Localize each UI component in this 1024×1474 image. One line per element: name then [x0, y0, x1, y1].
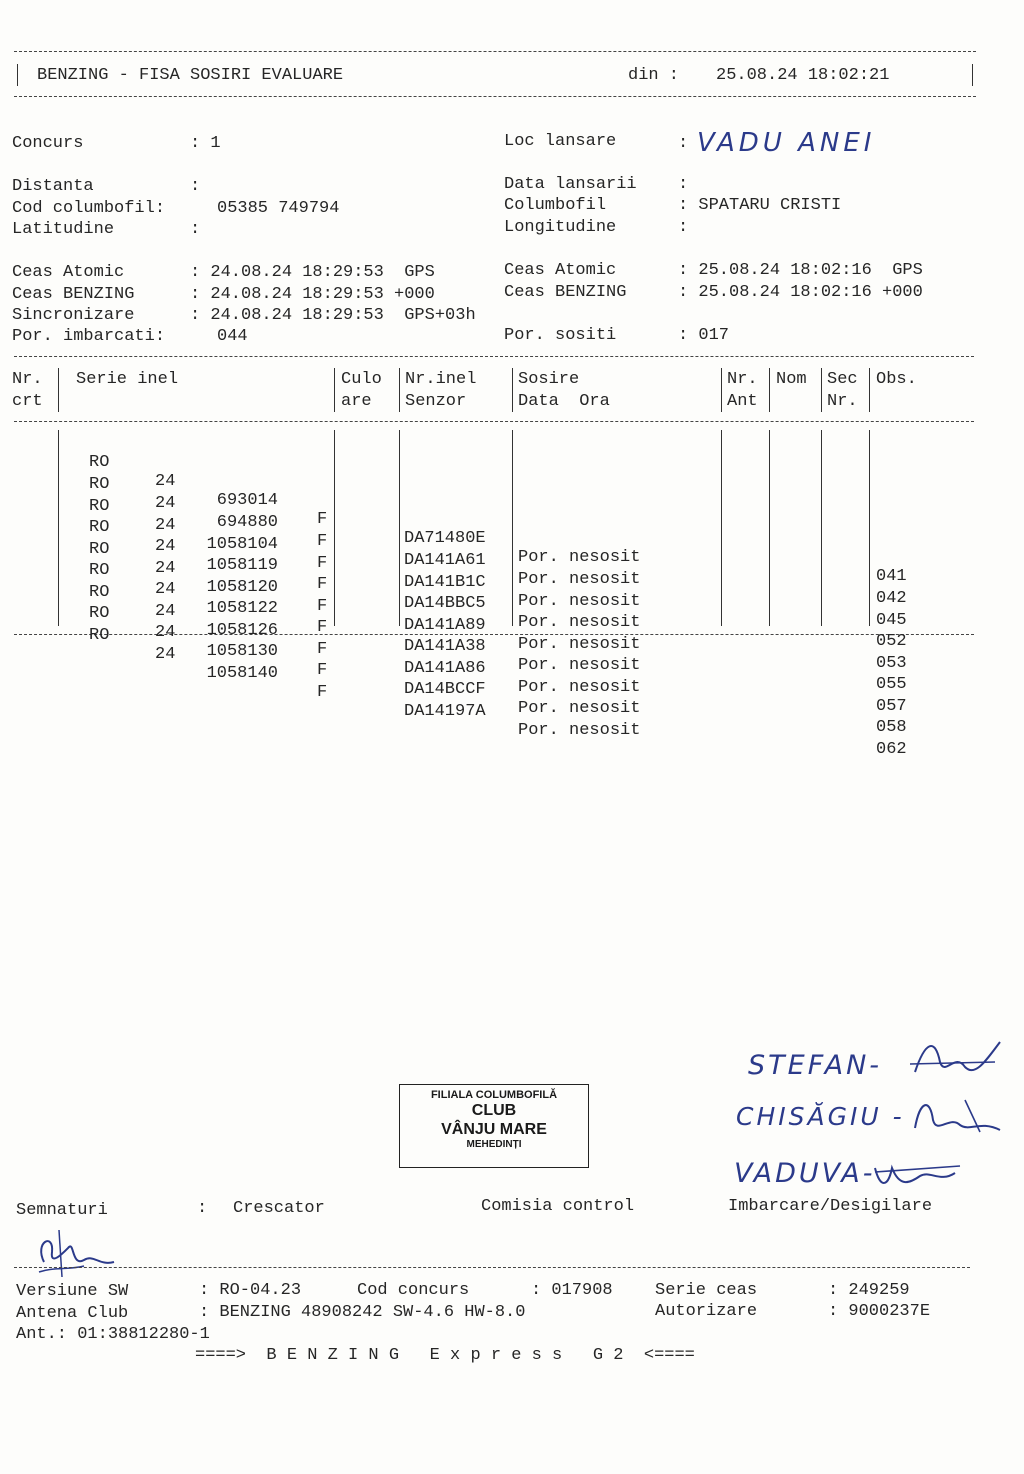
- col-sep: [721, 430, 722, 626]
- col-sep: [399, 430, 400, 626]
- header-border-bottom: [14, 96, 976, 97]
- handwritten-vaduva: VADUVA-: [734, 1158, 876, 1189]
- cell-nr: 694880: [216, 513, 278, 532]
- cell-sosire: Por. nesosit: [518, 678, 641, 697]
- col-sep: [58, 430, 59, 626]
- autorizare-value: : 9000237E: [828, 1302, 931, 1321]
- cell-sex: F: [317, 618, 328, 637]
- longitudine-value: :: [678, 218, 689, 237]
- th-nr-ant-2: Ant: [727, 392, 758, 411]
- cell-obs: 057: [876, 697, 907, 716]
- cell-sex: F: [317, 661, 328, 680]
- cell-sex: F: [317, 683, 328, 702]
- col-sep: [512, 430, 513, 626]
- col-sep: [869, 368, 870, 412]
- cell-obs: 055: [876, 675, 907, 694]
- cell-obs: 041: [876, 567, 907, 586]
- cell-senzor: DA141A89: [404, 616, 486, 635]
- semnaturi-colon: :: [197, 1199, 208, 1218]
- col-sep: [821, 368, 822, 412]
- cell-obs: 053: [876, 654, 907, 673]
- cell-an: 24: [155, 516, 176, 535]
- ceas-benzing-label: Ceas BENZING: [12, 285, 135, 304]
- sositi-value: : 017: [678, 326, 730, 345]
- cell-tara: RO: [89, 561, 110, 580]
- header-border-top: [14, 51, 976, 52]
- cell-senzor: DA141A38: [404, 637, 486, 656]
- cod-columbofil-value: 05385 749794: [217, 199, 340, 218]
- imbarcare-label: Imbarcare/Desigilare: [728, 1197, 933, 1216]
- cell-nr: 1058130: [206, 642, 278, 661]
- col-sep: [721, 368, 722, 412]
- stamp-line-1: FILIALA COLUMBOFILĂ: [430, 1089, 558, 1101]
- ceas-atomic2-label: Ceas Atomic: [504, 261, 617, 280]
- autorizare-label: Autorizare: [655, 1302, 758, 1321]
- data-lansarii-value: :: [678, 175, 689, 194]
- cell-senzor: DA141A86: [404, 659, 486, 678]
- th-nom: Nom: [776, 370, 807, 389]
- header-border-left: [17, 64, 18, 86]
- header-border-right: [972, 64, 973, 86]
- antena-value: : BENZING 48908242 SW-4.6 HW-8.0: [199, 1303, 526, 1322]
- club-stamp: [399, 1084, 589, 1168]
- columbofil-value: : SPATARU CRISTI: [678, 196, 842, 215]
- distanta-label: Distanta: [12, 177, 94, 196]
- signature-scribble-2: [905, 1090, 1005, 1140]
- versiune-label: Versiune SW: [16, 1282, 129, 1301]
- cell-sosire: Por. nesosit: [518, 613, 641, 632]
- cell-an: 24: [155, 559, 176, 578]
- th-serie-inel: Serie inel: [76, 370, 179, 389]
- versiune-value: : RO-04.23: [199, 1281, 302, 1300]
- col-sep: [769, 368, 770, 412]
- cell-tara: RO: [89, 626, 110, 645]
- cell-tara: RO: [89, 583, 110, 602]
- cell-senzor: DA71480E: [404, 529, 486, 548]
- col-sep: [821, 430, 822, 626]
- ceas-benzing2-label: Ceas BENZING: [504, 283, 627, 302]
- columbofil-label: Columbofil: [504, 196, 607, 215]
- cell-an: 24: [155, 537, 176, 556]
- cell-tara: RO: [89, 497, 110, 516]
- cell-sosire: Por. nesosit: [518, 548, 641, 567]
- cell-tara: RO: [89, 540, 110, 559]
- benzing-banner: ====> B E N Z I N G E x p r e s s G 2 <====: [195, 1346, 695, 1365]
- th-sec-2: Nr.: [827, 392, 858, 411]
- handwritten-stefan: STEFAN-: [748, 1050, 883, 1081]
- cell-senzor: DA141A61: [404, 551, 486, 570]
- cell-nr: 1058120: [206, 578, 278, 597]
- crescator-label: Crescator: [233, 1199, 325, 1218]
- din-value: 25.08.24 18:02:21: [716, 66, 890, 85]
- cell-sex: F: [317, 554, 328, 573]
- cell-an: 24: [155, 494, 176, 513]
- cell-obs: 058: [876, 718, 907, 737]
- sincronizare-label: Sincronizare: [12, 306, 135, 325]
- th-sec: Sec: [827, 370, 858, 389]
- th-senzor: Senzor: [405, 392, 467, 411]
- sincronizare-value: : 24.08.24 18:29:53 GPS+03h: [190, 306, 476, 325]
- cell-sex: F: [317, 510, 328, 529]
- cell-nr: 1058104: [206, 535, 278, 554]
- cell-nr: 1058126: [206, 621, 278, 640]
- cell-sosire: Por. nesosit: [518, 635, 641, 654]
- cell-sex: F: [317, 575, 328, 594]
- cell-obs: 052: [876, 632, 907, 651]
- imbarcati-label: Por. imbarcati:: [12, 327, 166, 346]
- cell-tara: RO: [89, 453, 110, 472]
- th-sosire: Sosire: [518, 370, 580, 389]
- cell-tara: RO: [89, 604, 110, 623]
- cell-sex: F: [317, 532, 328, 551]
- cell-an: 24: [155, 580, 176, 599]
- longitudine-label: Longitudine: [504, 218, 617, 237]
- stamp-line-3: VÂNJU MARE: [441, 1121, 547, 1138]
- concurs-value: : 1: [190, 134, 221, 153]
- table-border-top: [14, 356, 974, 357]
- th-nr-crt-2: crt: [12, 392, 43, 411]
- cell-an: 24: [155, 602, 176, 621]
- col-sep: [334, 430, 335, 626]
- signature-scribble-1: [905, 1032, 1005, 1082]
- th-obs: Obs.: [876, 370, 917, 389]
- col-sep: [512, 368, 513, 412]
- latitudine-value: :: [190, 220, 201, 239]
- cell-sosire: Por. nesosit: [518, 656, 641, 675]
- serie-ceas-value: : 249259: [828, 1281, 910, 1300]
- cell-obs: 042: [876, 589, 907, 608]
- cell-senzor: DA14BBC5: [404, 594, 486, 613]
- cell-sosire: Por. nesosit: [518, 592, 641, 611]
- cod-columbofil-label: Cod columbofil:: [12, 199, 166, 218]
- loc-lansare-colon: :: [678, 134, 689, 153]
- cod-concurs-label: Cod concurs: [357, 1281, 470, 1300]
- din-label: din :: [628, 66, 680, 85]
- ant-line: Ant.: 01:38812280-1: [16, 1325, 210, 1344]
- ceas-atomic-value: : 24.08.24 18:29:53 GPS: [190, 263, 435, 282]
- cell-sosire: Por. nesosit: [518, 570, 641, 589]
- th-culoare-2: are: [341, 392, 372, 411]
- concurs-label: Concurs: [12, 134, 84, 153]
- ceas-benzing-value: : 24.08.24 18:29:53 +000: [190, 285, 435, 304]
- col-sep: [869, 430, 870, 626]
- document-title: BENZING - FISA SOSIRI EVALUARE: [37, 66, 344, 85]
- cell-senzor: DA14197A: [404, 702, 486, 721]
- cell-nr: 1058140: [206, 664, 278, 683]
- semnaturi-label: Semnaturi: [16, 1201, 108, 1220]
- handwritten-chisagiu: CHISĂGIU -: [736, 1102, 905, 1131]
- cell-tara: RO: [89, 518, 110, 537]
- th-nr-crt: Nr.: [12, 370, 43, 389]
- serie-ceas-label: Serie ceas: [655, 1281, 758, 1300]
- footer-separator: [14, 1267, 970, 1268]
- cell-sosire: Por. nesosit: [518, 699, 641, 718]
- cell-obs: 062: [876, 740, 907, 759]
- col-sep: [399, 368, 400, 412]
- data-lansarii-label: Data lansarii: [504, 175, 637, 194]
- cell-sex: F: [317, 640, 328, 659]
- cell-sex: F: [317, 597, 328, 616]
- cell-nr: 1058122: [206, 599, 278, 618]
- comisia-label: Comisia control: [481, 1197, 635, 1216]
- th-culoare: Culo: [341, 370, 382, 389]
- cod-concurs-value: : 017908: [531, 1281, 613, 1300]
- cell-obs: 045: [876, 611, 907, 630]
- signature-scribble-3: [870, 1148, 970, 1198]
- stamp-line-4: MEHEDINȚI: [466, 1139, 522, 1150]
- cell-sosire: Por. nesosit: [518, 721, 641, 740]
- loc-lansare-label: Loc lansare: [504, 132, 617, 151]
- table-header-separator: [14, 421, 974, 422]
- cell-an: 24: [155, 645, 176, 664]
- th-nr-ant: Nr.: [727, 370, 758, 389]
- imbarcati-value: 044: [217, 327, 248, 346]
- th-data-ora: Data Ora: [518, 392, 610, 411]
- ceas-benzing2-value: : 25.08.24 18:02:16 +000: [678, 283, 923, 302]
- cell-senzor: DA141B1C: [404, 573, 486, 592]
- antena-label: Antena Club: [16, 1304, 129, 1323]
- col-sep: [58, 368, 59, 412]
- crescator-signature: [24, 1222, 134, 1282]
- cell-senzor: DA14BCCF: [404, 680, 486, 699]
- ceas-atomic2-value: : 25.08.24 18:02:16 GPS: [678, 261, 923, 280]
- col-sep: [334, 368, 335, 412]
- th-nr-inel: Nr.inel: [405, 370, 477, 389]
- stamp-line-2: CLUB: [471, 1102, 517, 1119]
- latitudine-label: Latitudine: [12, 220, 115, 239]
- cell-an: 24: [155, 623, 176, 642]
- sositi-label: Por. sositi: [504, 326, 617, 345]
- cell-an: 24: [155, 472, 176, 491]
- col-sep: [769, 430, 770, 626]
- cell-nr: 693014: [216, 491, 278, 510]
- cell-nr: 1058119: [206, 556, 278, 575]
- cell-tara: RO: [89, 475, 110, 494]
- distanta-value: :: [190, 177, 201, 196]
- loc-lansare-handwritten: VADU ANEI: [697, 128, 876, 158]
- ceas-atomic-label: Ceas Atomic: [12, 263, 125, 282]
